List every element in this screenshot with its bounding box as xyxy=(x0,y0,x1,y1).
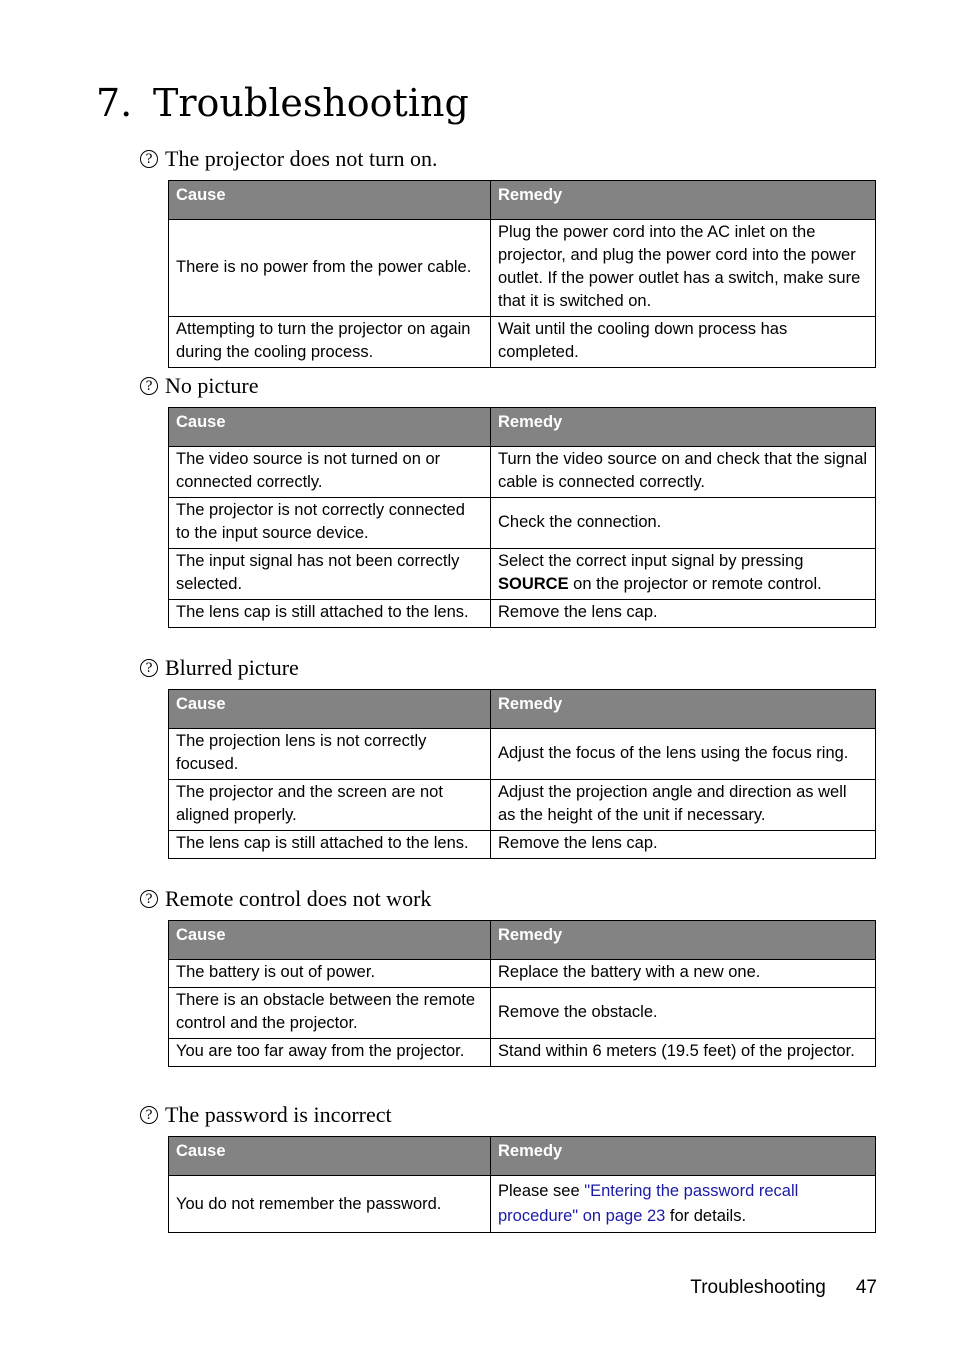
table-row xyxy=(169,498,876,549)
chapter-title-text: Troubleshooting xyxy=(153,81,469,125)
table-header-row xyxy=(169,690,876,729)
cause-cell: The projector and the screen are not aligned properly. xyxy=(169,780,491,831)
cause-cell: The lens cap is still attached to the lens. xyxy=(169,600,491,628)
remedy-cell: Stand within 6 meters (19.5 feet) of the projector. xyxy=(491,1039,876,1067)
section-title: The projector does not turn on. xyxy=(165,146,438,171)
remedy-column-header: Remedy xyxy=(491,181,876,220)
remedy-text: Please see xyxy=(498,1182,585,1200)
section-password xyxy=(140,1103,875,1233)
cause-cell: The input signal has not been correctly selected. xyxy=(169,549,491,600)
troubleshooting-table xyxy=(168,407,876,628)
section-no-picture xyxy=(140,374,875,628)
table-header-row xyxy=(169,1137,876,1176)
troubleshooting-table xyxy=(168,1136,876,1233)
section-title: No picture xyxy=(165,373,259,398)
section-blurred-picture xyxy=(140,656,875,859)
cause-cell: Attempting to turn the projector on again during the cooling process. xyxy=(169,317,491,368)
table-row xyxy=(169,988,876,1039)
source-key-label: SOURCE xyxy=(498,575,569,593)
troubleshooting-table xyxy=(168,180,876,368)
table-row xyxy=(169,960,876,988)
question-icon: ? xyxy=(140,659,158,677)
troubleshooting-table xyxy=(168,920,876,1067)
page-footer xyxy=(690,1276,877,1300)
password-recall-link[interactable]: "Entering the password recall procedure" on page 23 xyxy=(498,1182,799,1225)
page-number: 47 xyxy=(855,1277,877,1298)
table-header-row xyxy=(169,181,876,220)
cause-cell: You do not remember the password. xyxy=(169,1176,491,1233)
remedy-column-header: Remedy xyxy=(491,690,876,729)
remedy-cell: Remove the obstacle. xyxy=(491,988,876,1039)
question-icon: ? xyxy=(140,890,158,908)
table-header-row xyxy=(169,408,876,447)
question-icon: ? xyxy=(140,1106,158,1124)
section-heading xyxy=(140,147,875,171)
cause-cell: The projector is not correctly connected to the input source device. xyxy=(169,498,491,549)
table-row xyxy=(169,447,876,498)
section-heading xyxy=(140,656,875,680)
table-row xyxy=(169,317,876,368)
table-row xyxy=(169,220,876,317)
section-remote-control xyxy=(140,887,875,1067)
question-icon: ? xyxy=(140,150,158,168)
section-heading xyxy=(140,374,875,398)
cause-cell: You are too far away from the projector. xyxy=(169,1039,491,1067)
remedy-cell: Adjust the focus of the lens using the focus ring. xyxy=(491,729,876,780)
cause-cell: There is an obstacle between the remote control and the projector. xyxy=(169,988,491,1039)
remedy-cell: Remove the lens cap. xyxy=(491,600,876,628)
table-row xyxy=(169,549,876,600)
cause-cell: The battery is out of power. xyxy=(169,960,491,988)
remedy-cell: Plug the power cord into the AC inlet on the projector, and plug the power cord into the power outlet. If the power outlet has a switch, make sure that it is switched on. xyxy=(491,220,876,317)
chapter-title xyxy=(96,78,469,128)
remedy-text: on the projector or remote control. xyxy=(568,575,822,593)
remedy-text: Select the correct input signal by pressing xyxy=(498,552,804,570)
remedy-column-header: Remedy xyxy=(491,921,876,960)
cause-cell: The video source is not turned on or connected correctly. xyxy=(169,447,491,498)
section-title: Remote control does not work xyxy=(165,886,432,911)
remedy-cell: Remove the lens cap. xyxy=(491,831,876,859)
question-icon: ? xyxy=(140,377,158,395)
cause-cell: The lens cap is still attached to the lens. xyxy=(169,831,491,859)
table-header-row xyxy=(169,921,876,960)
cause-column-header: Cause xyxy=(169,1137,491,1176)
remedy-cell xyxy=(491,1176,876,1233)
remedy-text: for details. xyxy=(665,1207,747,1225)
footer-section-name: Troubleshooting xyxy=(690,1277,826,1298)
table-row xyxy=(169,1176,876,1233)
section-power xyxy=(140,147,875,368)
table-row xyxy=(169,729,876,780)
table-row xyxy=(169,600,876,628)
section-title: The password is incorrect xyxy=(165,1102,392,1127)
troubleshooting-table xyxy=(168,689,876,859)
remedy-column-header: Remedy xyxy=(491,1137,876,1176)
cause-cell: The projection lens is not correctly focused. xyxy=(169,729,491,780)
cause-column-header: Cause xyxy=(169,181,491,220)
remedy-cell: Replace the battery with a new one. xyxy=(491,960,876,988)
section-title: Blurred picture xyxy=(165,655,299,680)
remedy-cell: Turn the video source on and check that the signal cable is connected correctly. xyxy=(491,447,876,498)
remedy-cell: Wait until the cooling down process has completed. xyxy=(491,317,876,368)
remedy-cell: Check the connection. xyxy=(491,498,876,549)
table-row xyxy=(169,1039,876,1067)
table-row xyxy=(169,780,876,831)
cause-column-header: Cause xyxy=(169,921,491,960)
cause-column-header: Cause xyxy=(169,690,491,729)
cause-column-header: Cause xyxy=(169,408,491,447)
remedy-column-header: Remedy xyxy=(491,408,876,447)
cause-cell: There is no power from the power cable. xyxy=(169,220,491,317)
remedy-cell: Adjust the projection angle and direction as well as the height of the unit if necessary. xyxy=(491,780,876,831)
table-row xyxy=(169,831,876,859)
chapter-number: 7. xyxy=(96,81,133,125)
section-heading xyxy=(140,887,875,911)
remedy-cell xyxy=(491,549,876,600)
section-heading xyxy=(140,1103,875,1127)
